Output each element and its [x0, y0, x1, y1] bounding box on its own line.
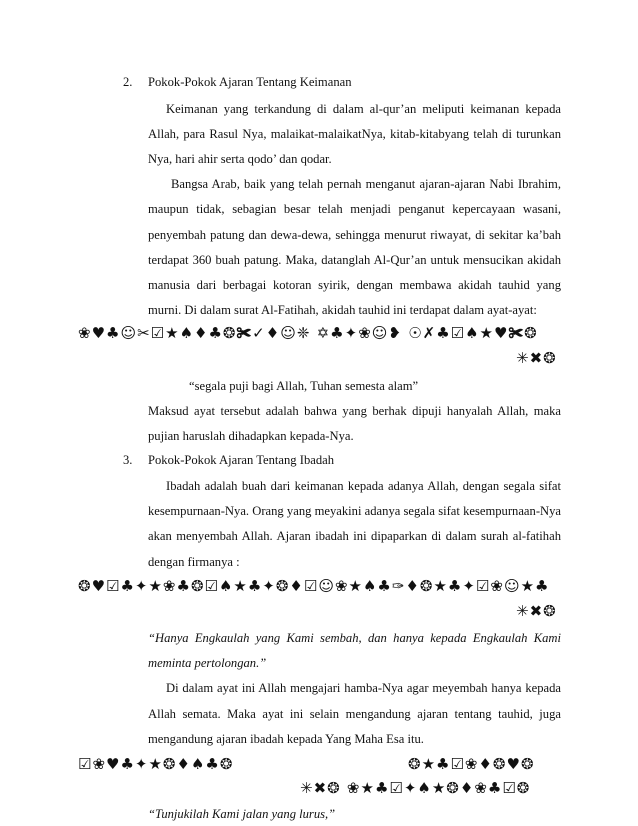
translation-3: “Tunjukilah Kami jalan yang lurus,” — [148, 807, 336, 821]
section-2-number: 2. — [123, 75, 133, 89]
paragraph-line: Di dalam ayat ini Allah mengajari hamba-Nya agar meyembah hanya kepada — [166, 681, 561, 695]
paragraph-line: manusia dari berbagai kotoran syirik, dengan membawa akidah tauhid yang — [148, 278, 561, 292]
paragraph-line: dengan firmanya : — [148, 555, 240, 569]
translation-2-line: meminta pertolongan.” — [148, 656, 267, 670]
arabic-verse-2-end: ✳✖❂ — [516, 602, 557, 620]
section-2-heading: Pokok-Pokok Ajaran Tentang Keimanan — [148, 75, 352, 89]
paragraph-line: pujian haruslah dihadapkan kepada-Nya. — [148, 429, 354, 443]
paragraph-line: Allah semata. Maka ayat ini selain mengandung ajaran tentang tauhid, juga — [148, 707, 561, 721]
paragraph-line: akan menyembah Allah. Ajaran ibadah ini dipaparkan di dalam surah al-fatihah — [148, 529, 561, 543]
arabic-verse-1: ❀♥♣☺✂☑★♠♦♣❂✀✓♦☺❈ ✡♣✦❀☺❥ ☉✗♣☑♠★♥✀❂ — [78, 324, 538, 342]
section-3-heading: Pokok-Pokok Ajaran Tentang Ibadah — [148, 453, 335, 467]
paragraph-line: maupun tidak, sebagian besar telah menjadi penganut kepercayaan wasani, — [148, 202, 561, 216]
paragraph-line: terdapat 360 buah patung. Maka, datanglah Al-Qur’an untuk mensucikan akidah — [148, 253, 561, 267]
arabic-verse-3a: ☑❀♥♣✦★❂♦♠♣❂ — [78, 755, 234, 773]
section-3-number: 3. — [123, 453, 133, 467]
paragraph-line: kesempurnaan-Nya. Orang yang meyakini adanya segala sifat kesempurnaan-Nya — [148, 504, 561, 518]
arabic-verse-3c: ✳✖❂ ❀★♣☑✦♠★❂♦❀♣☑❂ — [300, 779, 531, 797]
translation-2-line: “Hanya Engkaulah yang Kami sembah, dan hanya kepada Engkaulah Kami — [148, 631, 561, 645]
arabic-verse-2: ❂♥☑♣✦★❀♣❂☑♠★♣✦❂♦☑☺❀★♠♣✑♦❂★♣✦☑❀☺★♣ — [78, 577, 550, 595]
paragraph-line: mengandung ajaran ibadah kepada Yang Maha Esa itu. — [148, 732, 424, 746]
paragraph-line: Keimanan yang terkandung di dalam al-qur’an meliputi keimanan kepada — [166, 102, 561, 116]
paragraph-line: Maksud ayat tersebut adalah bahwa yang berhak dipuji hanyalah Allah, maka — [148, 404, 561, 418]
paragraph-line: Ibadah adalah buah dari keimanan kepada adanya Allah, dengan segala sifat — [166, 479, 561, 493]
translation-1: “segala puji bagi Allah, Tuhan semesta alam” — [189, 379, 419, 393]
arabic-verse-1-end: ✳✖❂ — [516, 349, 557, 367]
paragraph-line: Nya, hari ahir serta qodo’ dan qodar. — [148, 152, 332, 166]
paragraph-line: Bangsa Arab, baik yang telah pernah menganut ajaran-ajaran Nabi Ibrahim, — [171, 177, 561, 191]
arabic-verse-3b: ❂★♣☑❀♦❂♥❂ — [408, 755, 535, 773]
paragraph-line: Allah, para Rasul Nya, malaikat-malaikatNya, kitab-kitabyang telah di turunkan — [148, 127, 561, 141]
paragraph-line: penyembah patung dan dewa-dewa, sehingga menurut riwayat, di sekitar ka’bah — [148, 228, 561, 242]
paragraph-line: murni. Di dalam surat Al-Fatihah, akidah tauhid ini terdapat dalam ayat-ayat: — [148, 303, 537, 317]
